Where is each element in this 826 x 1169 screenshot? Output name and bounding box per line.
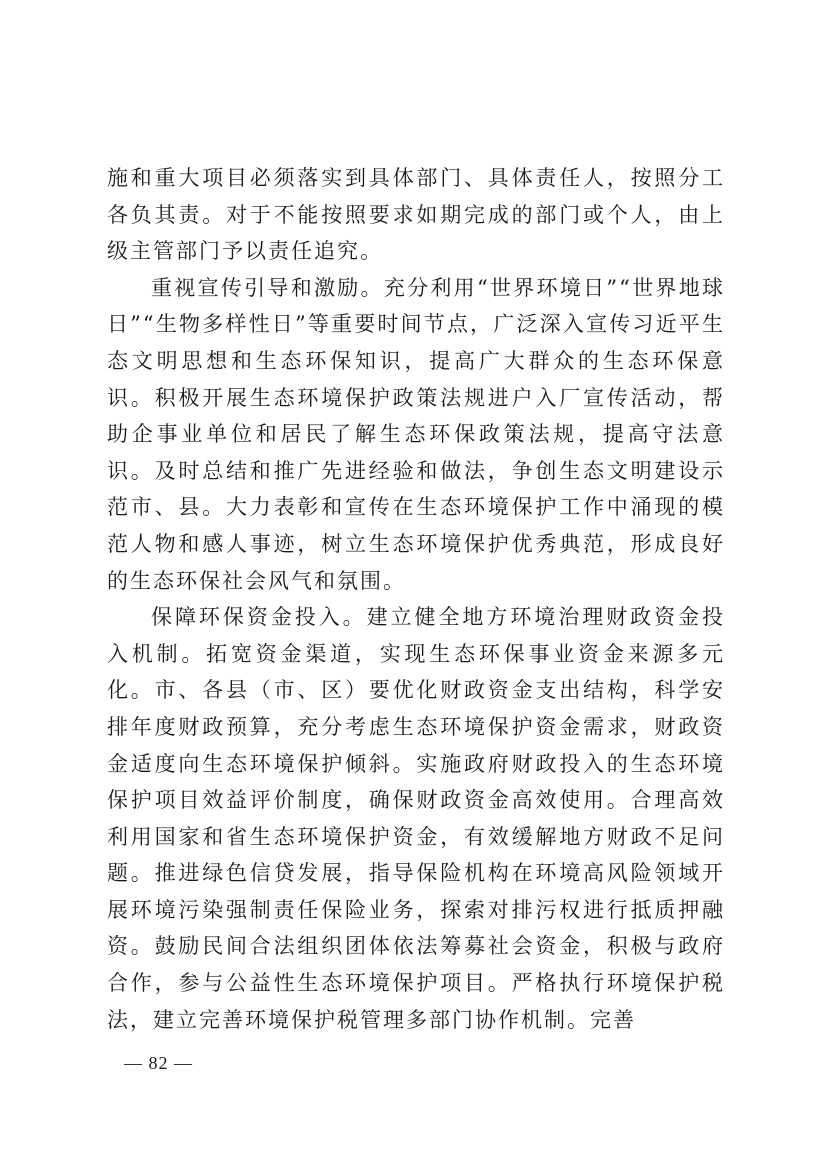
paragraph-funding-guarantee: 保障环保资金投入。建立健全地方环境治理财政资金投入机制。拓宽资金渠道，实现生态环保事业资金来源多元化。市、各县（市、区）要优化财政资金支出结构，科学安排年度财政预算，充分考虑生态环境保护资金需求，财政资金适度向生态环境保护倾斜。实施政府财政投入的生态环境保护项目效益评价制度，确保财政资金高效使用。合理高效利用国家和省生态环境保护资金，有效缓解地方财政不足问题。推进绿色信贷发展，指导保险机构在环境高风险领域开展环境污染强制责任保险业务，探索对排污权进行抵质押融资。鼓励民间合法组织团体依法筹募社会资金，积极与政府合作，参与公益性生态环境保护项目。严格执行环境保护税法，建立完善环境保护税管理多部门协作机制。完善	[107, 605, 725, 1032]
page-number: — 82 —	[124, 1053, 193, 1073]
document-body	[107, 160, 725, 1038]
paragraph-publicity-guidance: 重视宣传引导和激励。充分利用“世界环境日”“世界地球日”“生物多样性日”等重要时间节点，广泛深入宣传习近平生态文明思想和生态环保知识，提高广大群众的生态环保意识。积极开展生态环境保护政策法规进户入厂宣传活动，帮助企事业单位和居民了解生态环保政策法规，提高守法意识。及时总结和推广先进经验和做法，争创生态文明建设示范市、县。大力表彰和宣传在生态环境保护工作中涌现的模范人物和感人事迹，树立生态环境保护优秀典范，形成良好的生态环保社会风气和氛围。	[107, 275, 725, 593]
paragraph-continuation: 施和重大项目必须落实到具体部门、具体责任人，按照分工各负其责。对于不能按照要求如期完成的部门或个人，由上级主管部门予以责任追究。	[107, 166, 725, 264]
